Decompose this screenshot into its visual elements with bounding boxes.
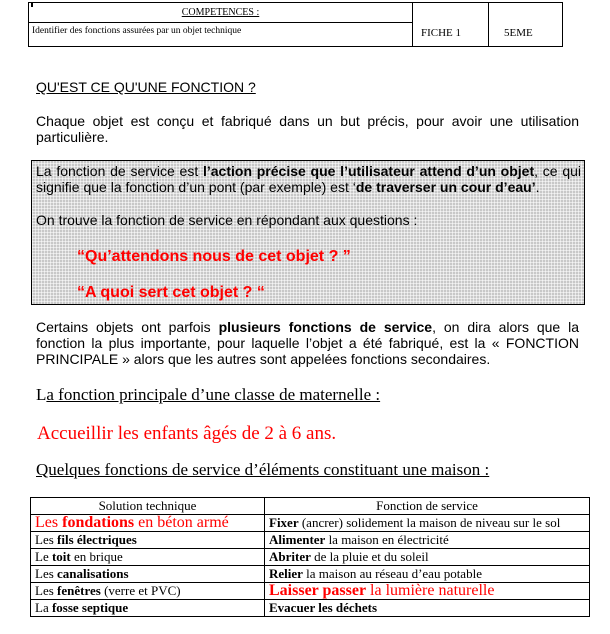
competences-label: COMPETENCES : (181, 7, 260, 18)
level-label: 5EME (504, 27, 533, 39)
solution-cell: Les fondations en béton armé (31, 515, 265, 532)
definition-bold: l’action précise que l’utilisateur attend d’un objet (202, 163, 535, 179)
function-cell: Fixer (ancrer) solidement la maison de niveau sur le sol (265, 515, 590, 532)
question-2: “A quoi sert cet objet ? “ (77, 284, 265, 301)
question-1: “Qu’attendons nous de cet objet ? ” (77, 248, 351, 265)
multiple-functions-paragraph: Certains objets ont parfois plusieurs fonctions de service, on dira alors que la fonction la plus importante, pour laquelle l’objet a été fabriqué, est la « FONCTION PRINCIPALE » alors que les autres sont appelées fonctions secondaires. (36, 319, 580, 367)
questions-intro: On trouve la fonction de service en répondant aux questions : (36, 212, 418, 228)
solution-cell: Les canalisations (31, 566, 265, 583)
table-row (31, 515, 590, 532)
table-row (31, 549, 590, 566)
function-cell: Laisser passer la lumière naturelle (265, 583, 590, 600)
house-functions-title: Quelques fonctions de service d’éléments constituant une maison : (36, 460, 490, 479)
intro-paragraph: Chaque objet est conçu et fabriqué dans un but précis, pour avoir une utilisation particulière. (36, 113, 579, 145)
function-cell: Alimenter la maison en électricité (265, 532, 590, 549)
definition-box (31, 160, 585, 305)
table-row (31, 583, 590, 600)
table-row (31, 600, 590, 617)
table-row (31, 532, 590, 549)
section-title: QU'EST CE QU'UNE FONCTION ? (36, 79, 256, 95)
example-bold: de traverser un cour d’eau’ (355, 179, 536, 195)
function-cell: Relier la maison au réseau d’eau potable (265, 566, 590, 583)
table-header-row (31, 498, 590, 515)
competences-cell (29, 3, 413, 46)
competence-text: Identifier des fonctions assurées par un objet technique (32, 26, 242, 36)
function-cell: Evacuer les déchets (265, 600, 590, 617)
definition-text: La fonction de service est l’action précise que l’utilisateur attend d’un objet, ce qui signifie que la fonction d’un pont (par exemple) est ‘de traverser un cour d’eau’. (36, 163, 581, 195)
solution-cell: La fosse septique (31, 600, 265, 617)
function-cell: Abriter de la pluie et du soleil (265, 549, 590, 566)
solution-cell: Les fenêtres (verre et PVC) (31, 583, 265, 600)
level-cell (489, 3, 562, 46)
header-table (28, 2, 563, 47)
fiche-label: FICHE 1 (421, 27, 462, 39)
solution-cell: Les fils électriques (31, 532, 265, 549)
principal-function-title: La fonction principale d’une classe de maternelle : (36, 385, 381, 404)
multiple-functions-bold: plusieurs fonctions de service (218, 319, 433, 335)
house-functions-table (30, 497, 590, 617)
fiche-cell (413, 3, 489, 46)
principal-function-answer: Accueillir les enfants âgés de 2 à 6 ans. (37, 423, 337, 444)
column-header-solution: Solution technique (31, 498, 265, 515)
table-row (31, 566, 590, 583)
column-header-function: Fonction de service (265, 498, 590, 515)
solution-cell: Le toit en brique (31, 549, 265, 566)
